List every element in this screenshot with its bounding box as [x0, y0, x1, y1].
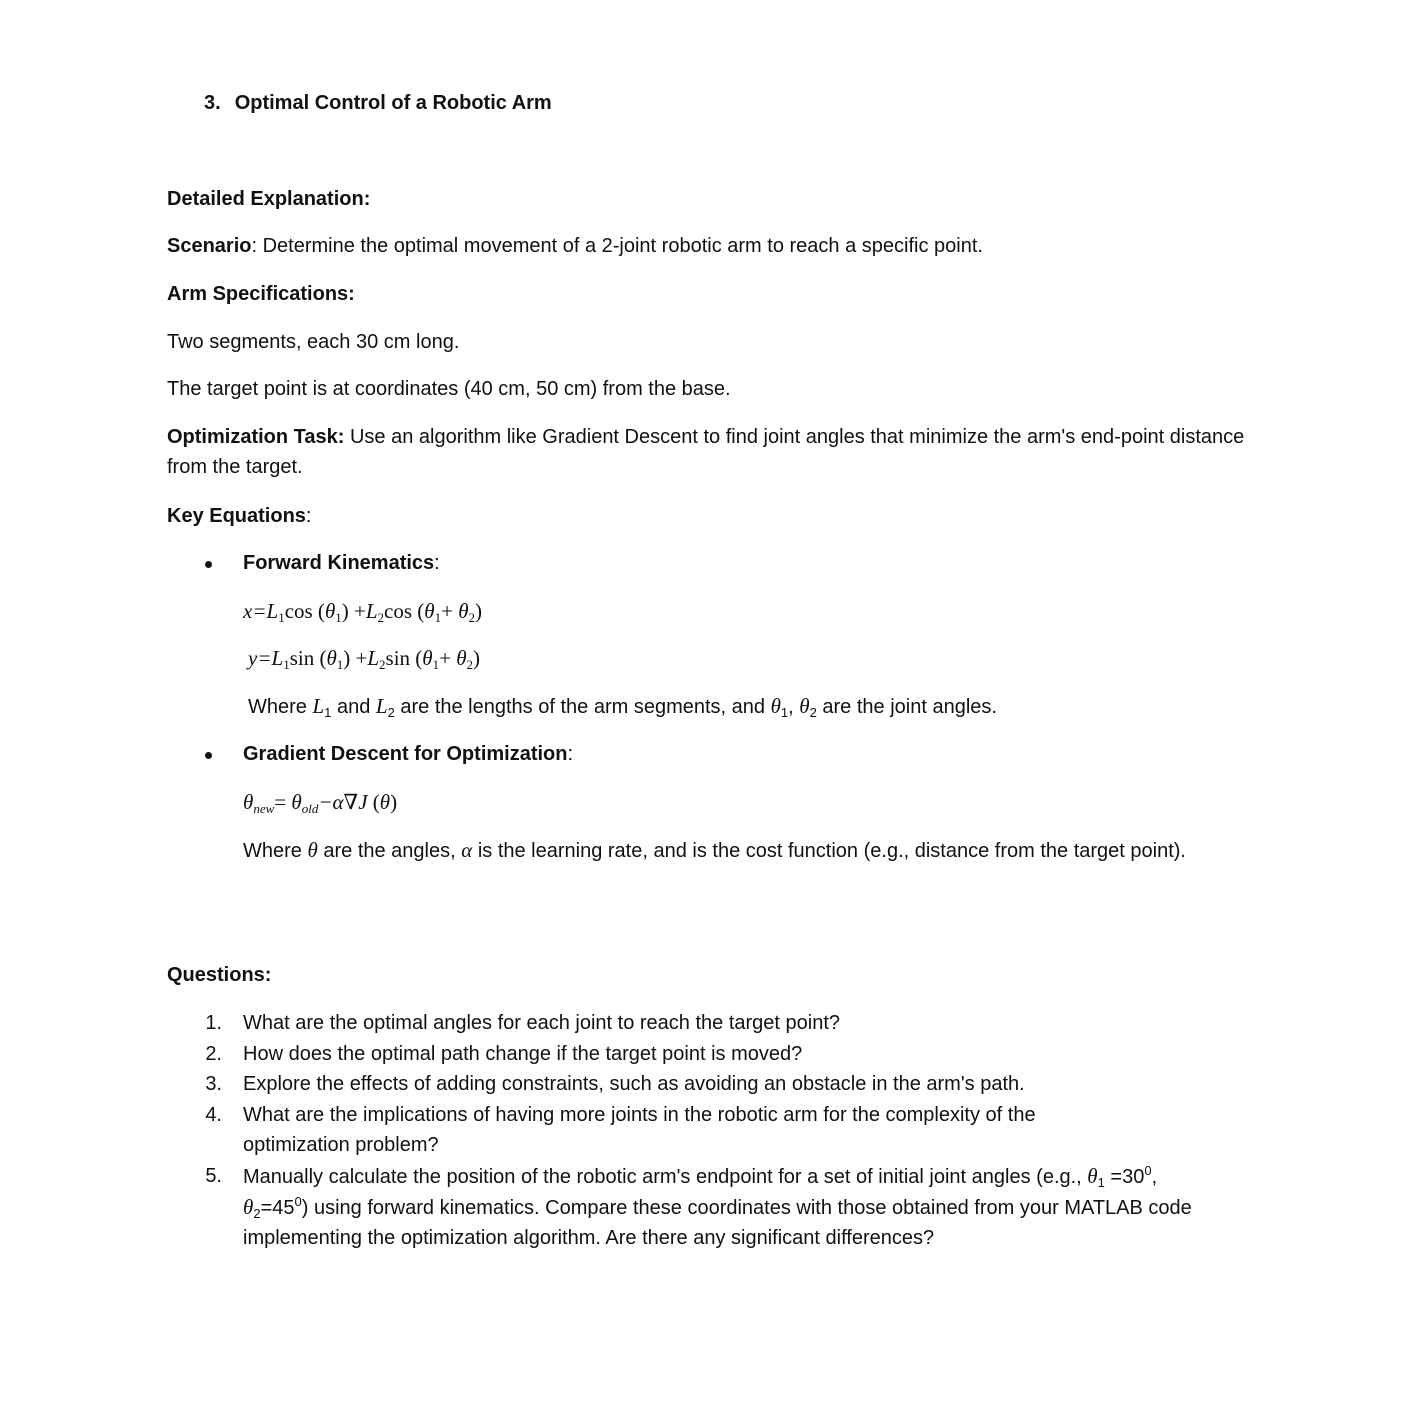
section-title	[204, 88, 552, 118]
scenario-text: : Determine the optimal movement of a 2-joint robotic arm to reach a specific point.	[251, 235, 983, 257]
section-number: 3.	[204, 92, 221, 114]
arm-heading: Arm Specifications:	[167, 283, 355, 305]
forward-kinematics-label: Forward Kinematics:	[243, 552, 440, 574]
bullet-icon	[205, 561, 212, 568]
questions-heading: Questions:	[167, 964, 272, 986]
optimization-paragraph	[167, 422, 1247, 482]
forward-kinematics-where: Where $L_1$ and $L_2$ are the lengths of the arm segments, and $\theta_1$, $\theta_2$ are the joint angles.	[248, 694, 997, 720]
optimization-text: Use an algorithm like Gradient Descent to find joint angles that minimize the arm's end-point distance from the target.	[167, 426, 1245, 478]
equation-y: $y=L_1\sin$ $(\theta_1) +L_2\sin$ $(\theta_1+ \theta_2)$	[248, 646, 481, 672]
scenario-label: Scenario	[167, 235, 252, 257]
detailed-heading: Detailed Explanation:	[167, 188, 371, 210]
equation-gradient-descent: $\theta_{new}= \theta_{old}-\alpha\nabla J$ (θ)	[243, 790, 398, 816]
arm-segments: Two segments, each 30 cm long.	[167, 331, 460, 353]
arm-target: The target point is at coordinates (40 cm, 50 cm) from the base.	[167, 378, 731, 400]
optimization-label: Optimization Task:	[167, 426, 345, 448]
bullet-icon	[205, 752, 212, 759]
document-page: 3. Optimal Control of a Robotic Arm Detailed Explanation: Scenario: Determine the optimal movement of a 2-joint robotic arm to reach a specific point. Arm Specifications: Two segments, each 30 cm long. The target point is at coordinates (40 cm, 50 cm) from the base. Optimization Task: Use an algorithm like Gradient Descent to find joint angles that minimize the arm's end-point distance from the target. Key Equations: Forward Kinematics: $x=L_1\cos$ $(\theta_1) +L_2\cos$ $(\theta_1+ \theta_2)$ $y=L_1\sin$ $(\theta_1) +L_2\sin$ $(\theta_1+ \theta_2)$ Where $L_1$ and $L_2$ are the lengths of the arm segments, and $\theta_1$, $\theta_2$ are the joint angles. Gradient Descent for Optimization: $\theta_{new}= \theta_{old}-\alpha\nabla J$ (θ) Where θ are the angles, α is the learning rate, and is the cost function (e.g., distance from the target point). Questions: 1. What are the optimal angles for each joint to reach the target point? 2. How does the optimal path change if the target point is moved? 3. Explore the effects of adding constraints, such as avoiding an obstacle in the arm's path. 4. What are the implications of having more joints in the robotic arm for the complexity of the optimization problem? 5. Manually calculate the position of the robotic arm's endpoint for a set of initial joint angles (e.g., $\theta_1 =30^0$, $\theta_2=45^0$) using forward kinematics. Compare these coordinates with those obtained from your MATLAB code implementing the optimization algorithm. Are there any significant differences?	[0, 0, 1415, 1415]
equation-x: $x=L_1\cos$ $(\theta_1) +L_2\cos$ $(\theta_1+ \theta_2)$	[243, 599, 483, 625]
gradient-descent-where: Where θ are the angles, α is the learning rate, and is the cost function (e.g., distance from the target point).	[243, 838, 1186, 862]
gradient-descent-label: Gradient Descent for Optimization:	[243, 743, 574, 765]
key-equations-heading: Key Equations:	[167, 505, 312, 527]
scenario-paragraph	[167, 231, 983, 261]
section-title-text: Optimal Control of a Robotic Arm	[234, 92, 552, 114]
